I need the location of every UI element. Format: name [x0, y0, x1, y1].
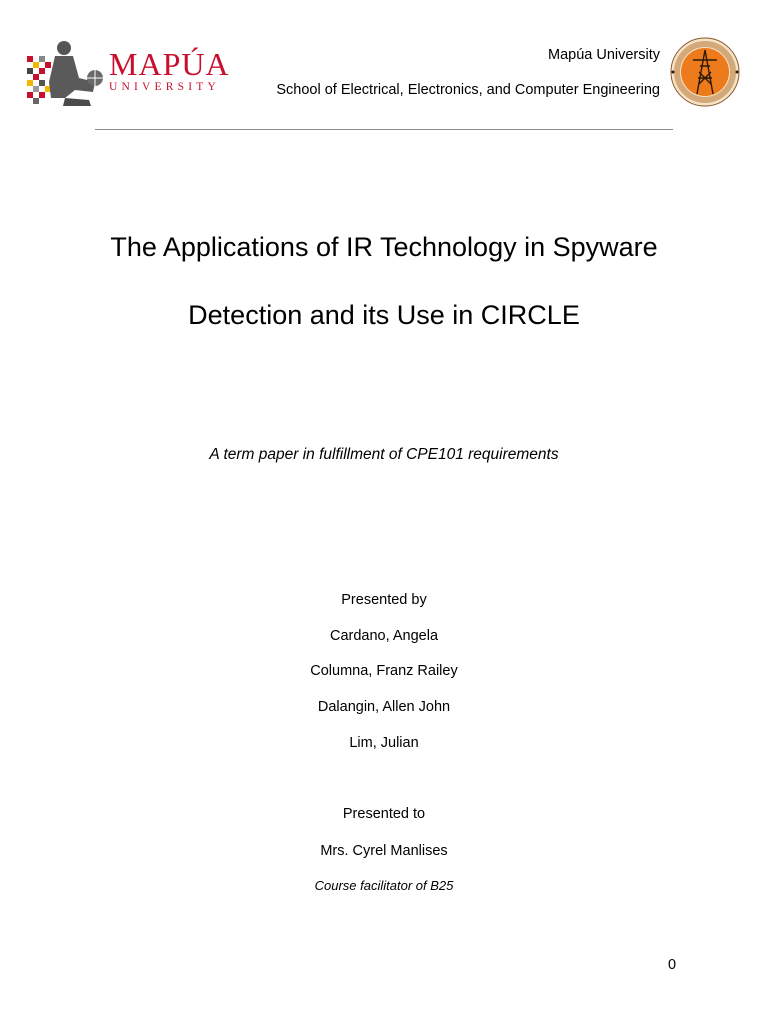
page-number: 0	[668, 957, 677, 973]
school-seal-icon	[669, 36, 741, 108]
title-line-1: The Applications of IR Technology in Spyware	[110, 232, 658, 262]
author-name: Lim, Julian	[349, 735, 419, 751]
facilitator-name: Mrs. Cyrel Manlises	[320, 843, 448, 859]
mapua-university-logo-icon	[25, 38, 230, 108]
title-line-2: Detection and its Use in CIRCLE	[188, 300, 580, 330]
author-name: Columna, Franz Railey	[310, 663, 458, 679]
school-name: School of Electrical, Electronics, and Computer Engineering	[276, 82, 660, 98]
presented-to-label: Presented to	[342, 806, 426, 822]
subtitle: A term paper in fulfillment of CPE101 requirements	[209, 446, 559, 463]
mapua-wordmark	[109, 48, 230, 93]
university-name: Mapúa University	[547, 47, 660, 63]
header-divider	[95, 129, 673, 130]
presented-by-label: Presented by	[341, 592, 427, 608]
author-name: Cardano, Angela	[329, 628, 439, 644]
logo-subtitle: UNIVERSITY	[109, 81, 220, 93]
document-header	[0, 0, 768, 135]
facilitator-role: Course facilitator of B25	[314, 878, 454, 893]
logo-name: MAPÚA	[109, 46, 230, 82]
mapua-emblem-icon	[25, 38, 109, 108]
author-name: Dalangin, Allen John	[317, 699, 451, 715]
